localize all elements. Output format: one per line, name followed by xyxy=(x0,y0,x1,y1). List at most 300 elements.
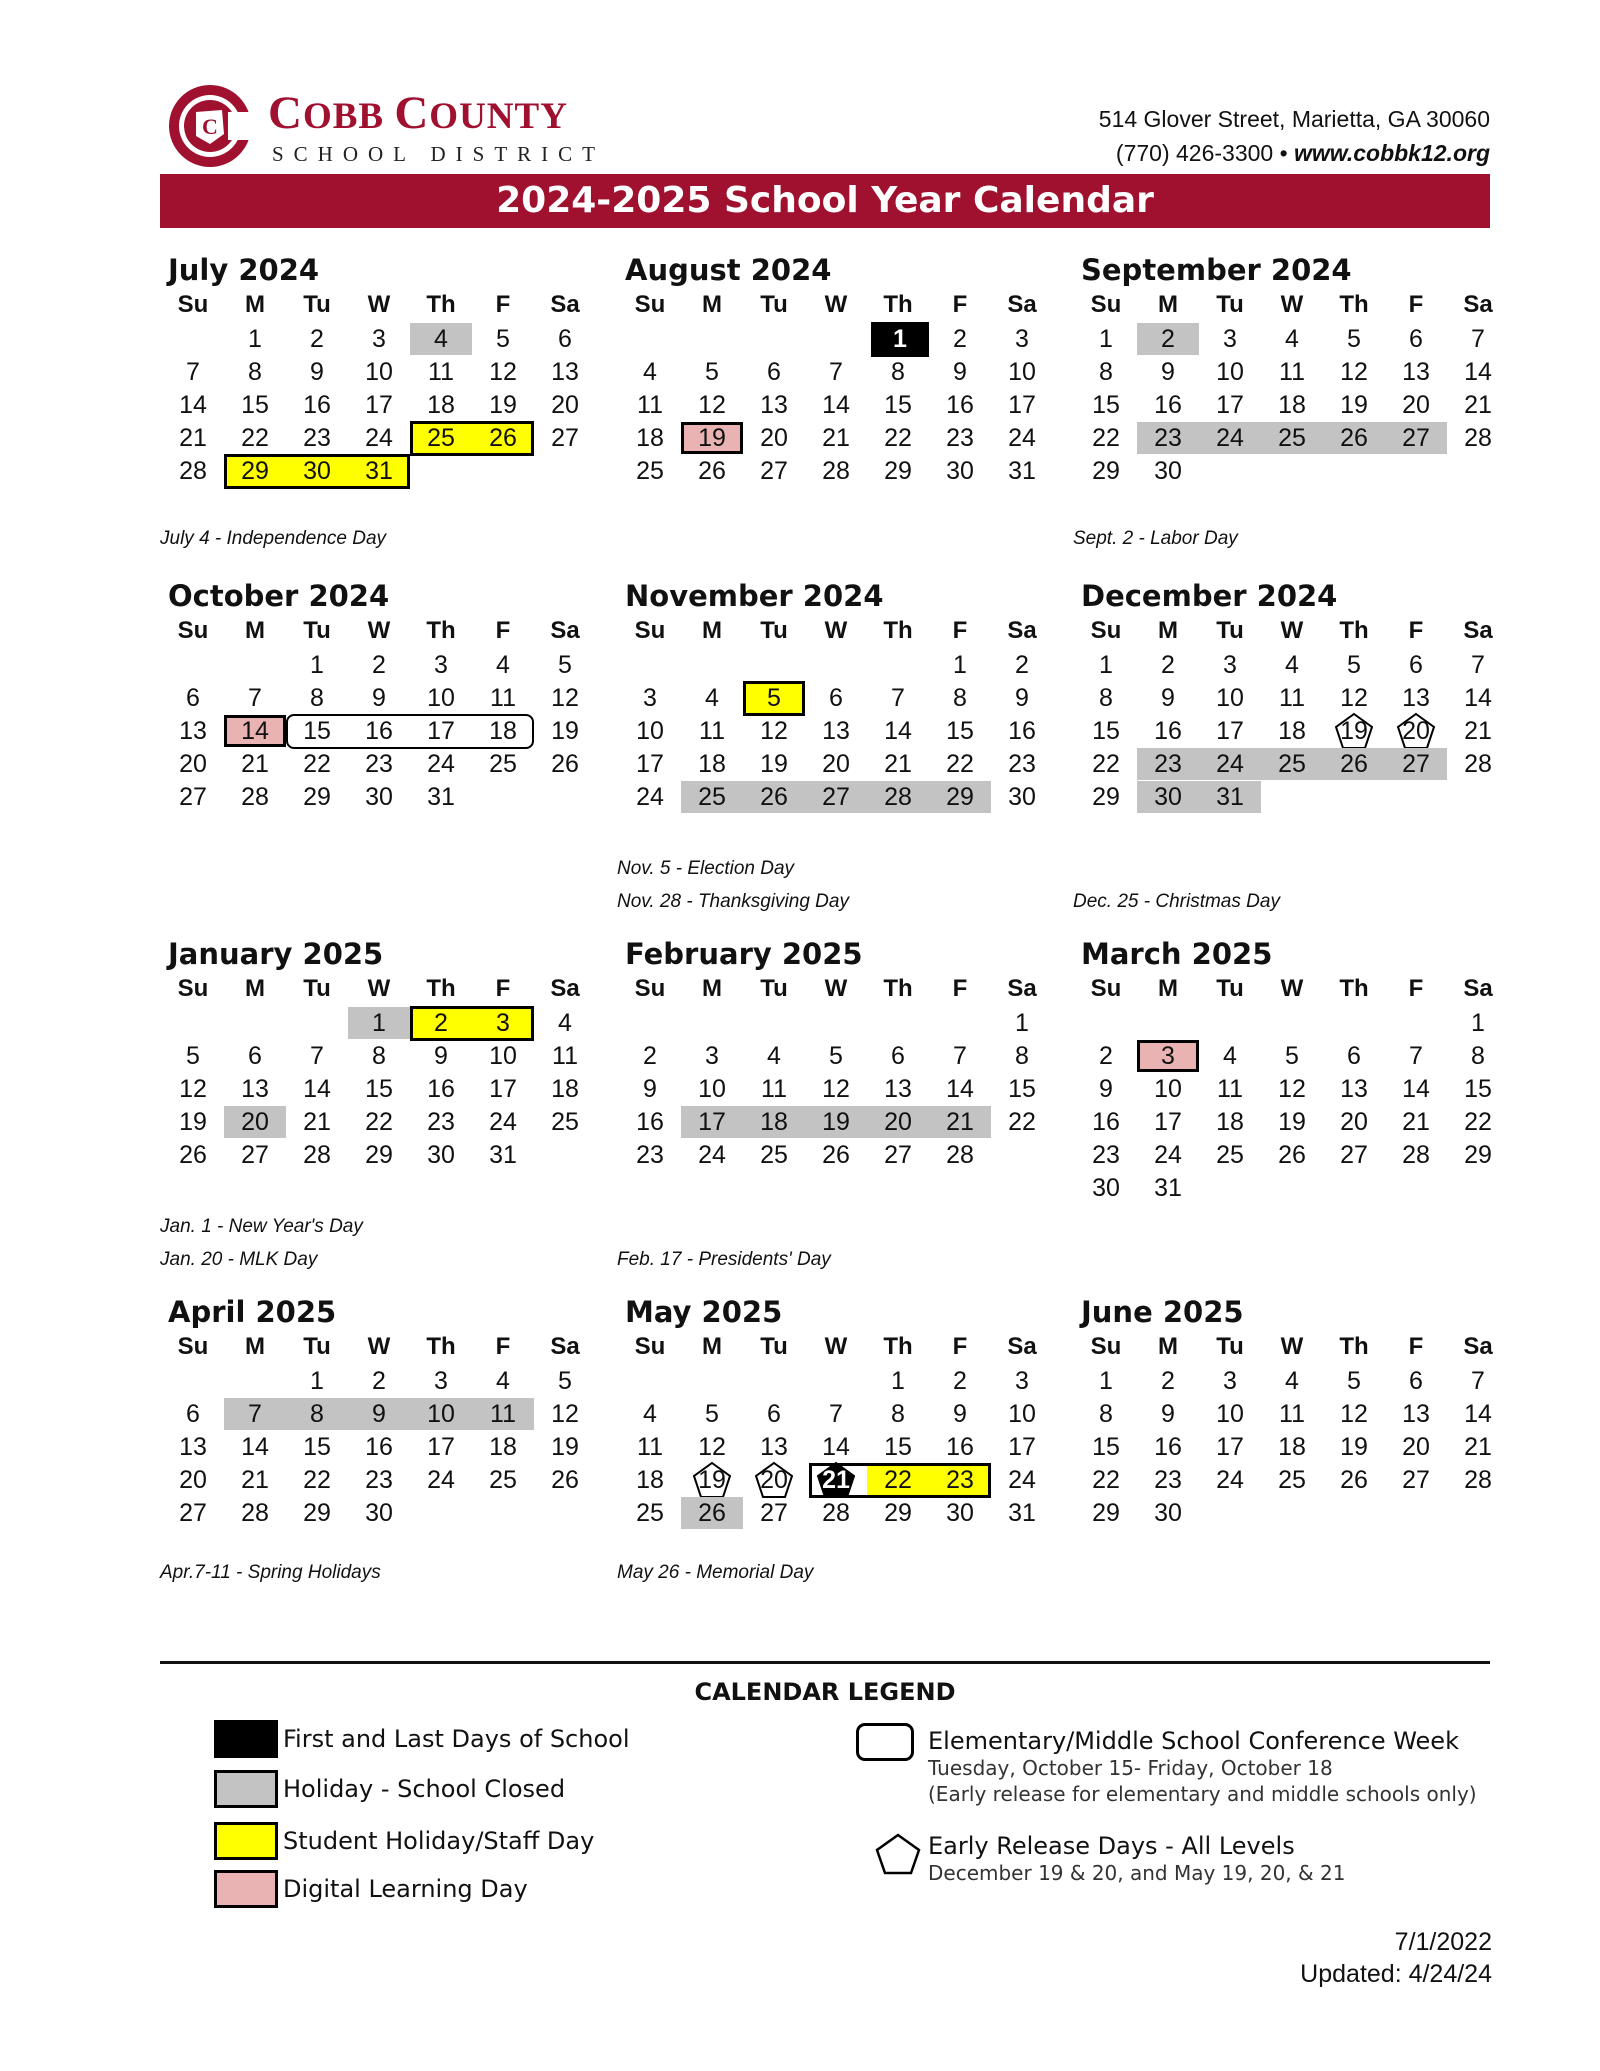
day-cell[interactable] xyxy=(1137,781,1199,813)
day-cell[interactable] xyxy=(1323,1139,1385,1171)
day-cell[interactable] xyxy=(805,389,867,421)
day-cell[interactable] xyxy=(1137,1040,1199,1072)
day-cell[interactable] xyxy=(929,1040,991,1072)
day-cell[interactable] xyxy=(1199,1365,1261,1397)
day-cell[interactable] xyxy=(1447,422,1509,454)
day-cell[interactable] xyxy=(867,1106,929,1138)
day-cell[interactable] xyxy=(1447,649,1509,681)
day-cell[interactable] xyxy=(1075,455,1137,487)
day-cell[interactable] xyxy=(743,389,805,421)
day-cell[interactable] xyxy=(534,682,596,714)
day-cell[interactable] xyxy=(1385,682,1447,714)
day-cell[interactable] xyxy=(805,1040,867,1072)
day-cell[interactable] xyxy=(1261,1139,1323,1171)
day-cell[interactable] xyxy=(743,781,805,813)
day-cell[interactable] xyxy=(162,1139,224,1171)
day-cell[interactable] xyxy=(1199,1464,1261,1496)
day-cell[interactable] xyxy=(805,1073,867,1105)
day-cell[interactable] xyxy=(805,715,867,747)
day-cell[interactable] xyxy=(867,715,929,747)
day-cell[interactable] xyxy=(991,715,1053,747)
day-cell[interactable] xyxy=(1447,1431,1509,1463)
day-cell[interactable] xyxy=(162,356,224,388)
day-cell[interactable] xyxy=(348,715,410,747)
day-cell[interactable] xyxy=(224,1139,286,1171)
day-cell[interactable] xyxy=(472,389,534,421)
day-cell[interactable] xyxy=(1447,1365,1509,1397)
day-cell[interactable] xyxy=(743,1431,805,1463)
day-cell[interactable] xyxy=(348,1040,410,1072)
day-cell[interactable] xyxy=(1385,748,1447,780)
day-cell[interactable] xyxy=(681,682,743,714)
day-cell[interactable] xyxy=(681,781,743,813)
day-cell[interactable] xyxy=(991,781,1053,813)
day-cell[interactable] xyxy=(681,1398,743,1430)
day-cell[interactable] xyxy=(1261,323,1323,355)
day-cell[interactable] xyxy=(224,781,286,813)
day-cell[interactable] xyxy=(162,781,224,813)
day-cell[interactable] xyxy=(348,1431,410,1463)
day-cell[interactable] xyxy=(534,422,596,454)
day-cell[interactable] xyxy=(286,1497,348,1529)
day-cell[interactable] xyxy=(472,1040,534,1072)
day-cell[interactable] xyxy=(929,1497,991,1529)
day-cell[interactable] xyxy=(286,389,348,421)
day-cell[interactable] xyxy=(472,356,534,388)
day-cell[interactable] xyxy=(929,1106,991,1138)
day-cell[interactable] xyxy=(1323,422,1385,454)
day-cell[interactable] xyxy=(1261,1073,1323,1105)
day-cell[interactable] xyxy=(743,1398,805,1430)
day-cell[interactable] xyxy=(286,649,348,681)
day-cell[interactable] xyxy=(1137,682,1199,714)
day-cell[interactable] xyxy=(286,715,348,747)
day-cell[interactable] xyxy=(1075,781,1137,813)
day-cell[interactable] xyxy=(1261,1431,1323,1463)
day-cell[interactable] xyxy=(224,1398,286,1430)
day-cell[interactable] xyxy=(224,422,286,454)
day-cell[interactable] xyxy=(991,389,1053,421)
day-cell[interactable] xyxy=(534,1398,596,1430)
day-cell[interactable] xyxy=(286,1464,348,1496)
day-cell[interactable] xyxy=(1199,1073,1261,1105)
day-cell[interactable] xyxy=(743,1497,805,1529)
day-cell[interactable] xyxy=(805,356,867,388)
day-cell[interactable] xyxy=(743,1106,805,1138)
day-cell[interactable] xyxy=(1261,1040,1323,1072)
day-cell[interactable] xyxy=(1199,682,1261,714)
day-cell[interactable] xyxy=(1323,1431,1385,1463)
day-cell[interactable] xyxy=(929,781,991,813)
day-cell[interactable] xyxy=(1385,1365,1447,1397)
day-cell[interactable] xyxy=(472,748,534,780)
day-cell[interactable] xyxy=(162,682,224,714)
day-cell[interactable] xyxy=(534,1007,596,1039)
day-cell[interactable] xyxy=(224,1497,286,1529)
day-cell[interactable] xyxy=(681,748,743,780)
day-cell[interactable] xyxy=(162,389,224,421)
day-cell[interactable] xyxy=(805,422,867,454)
day-cell[interactable] xyxy=(1323,682,1385,714)
day-cell[interactable] xyxy=(1075,649,1137,681)
day-cell[interactable] xyxy=(1323,1040,1385,1072)
day-cell[interactable] xyxy=(619,1106,681,1138)
day-cell[interactable] xyxy=(1447,389,1509,421)
day-cell[interactable] xyxy=(1447,1073,1509,1105)
day-cell[interactable] xyxy=(410,1139,472,1171)
day-cell[interactable] xyxy=(991,1497,1053,1529)
day-cell[interactable] xyxy=(619,682,681,714)
day-cell[interactable] xyxy=(1385,389,1447,421)
day-cell[interactable] xyxy=(1137,1106,1199,1138)
day-cell[interactable] xyxy=(224,1464,286,1496)
day-cell[interactable] xyxy=(286,356,348,388)
day-cell[interactable] xyxy=(681,1464,743,1496)
day-cell[interactable] xyxy=(1075,1497,1137,1529)
day-cell[interactable] xyxy=(681,422,743,454)
day-cell[interactable] xyxy=(1385,1106,1447,1138)
day-cell[interactable] xyxy=(743,682,805,714)
day-cell[interactable] xyxy=(1261,748,1323,780)
day-cell[interactable] xyxy=(1323,649,1385,681)
day-cell[interactable] xyxy=(472,422,534,454)
day-cell[interactable] xyxy=(929,422,991,454)
day-cell[interactable] xyxy=(472,1073,534,1105)
day-cell[interactable] xyxy=(805,781,867,813)
day-cell[interactable] xyxy=(929,649,991,681)
day-cell[interactable] xyxy=(1261,649,1323,681)
day-cell[interactable] xyxy=(929,682,991,714)
day-cell[interactable] xyxy=(1323,715,1385,747)
day-cell[interactable] xyxy=(162,455,224,487)
day-cell[interactable] xyxy=(1075,422,1137,454)
day-cell[interactable] xyxy=(991,1398,1053,1430)
day-cell[interactable] xyxy=(224,1073,286,1105)
day-cell[interactable] xyxy=(1261,1106,1323,1138)
day-cell[interactable] xyxy=(348,422,410,454)
day-cell[interactable] xyxy=(929,1365,991,1397)
day-cell[interactable] xyxy=(1323,356,1385,388)
day-cell[interactable] xyxy=(743,1073,805,1105)
day-cell[interactable] xyxy=(1137,1172,1199,1204)
day-cell[interactable] xyxy=(1075,682,1137,714)
day-cell[interactable] xyxy=(348,323,410,355)
day-cell[interactable] xyxy=(867,1040,929,1072)
day-cell[interactable] xyxy=(743,1464,805,1496)
day-cell[interactable] xyxy=(410,1040,472,1072)
day-cell[interactable] xyxy=(410,323,472,355)
day-cell[interactable] xyxy=(867,389,929,421)
day-cell[interactable] xyxy=(929,1464,991,1496)
day-cell[interactable] xyxy=(224,748,286,780)
day-cell[interactable] xyxy=(1075,715,1137,747)
day-cell[interactable] xyxy=(410,649,472,681)
day-cell[interactable] xyxy=(472,1106,534,1138)
day-cell[interactable] xyxy=(410,422,472,454)
day-cell[interactable] xyxy=(162,1106,224,1138)
day-cell[interactable] xyxy=(286,455,348,487)
day-cell[interactable] xyxy=(162,748,224,780)
day-cell[interactable] xyxy=(867,682,929,714)
day-cell[interactable] xyxy=(619,748,681,780)
day-cell[interactable] xyxy=(1447,1007,1509,1039)
day-cell[interactable] xyxy=(681,1139,743,1171)
day-cell[interactable] xyxy=(224,682,286,714)
day-cell[interactable] xyxy=(1385,715,1447,747)
day-cell[interactable] xyxy=(1261,682,1323,714)
day-cell[interactable] xyxy=(619,1139,681,1171)
day-cell[interactable] xyxy=(348,389,410,421)
day-cell[interactable] xyxy=(867,781,929,813)
day-cell[interactable] xyxy=(410,748,472,780)
day-cell[interactable] xyxy=(991,1007,1053,1039)
day-cell[interactable] xyxy=(224,715,286,747)
day-cell[interactable] xyxy=(410,356,472,388)
day-cell[interactable] xyxy=(1075,356,1137,388)
day-cell[interactable] xyxy=(224,1106,286,1138)
day-cell[interactable] xyxy=(410,1365,472,1397)
day-cell[interactable] xyxy=(867,1497,929,1529)
day-cell[interactable] xyxy=(991,1040,1053,1072)
day-cell[interactable] xyxy=(929,389,991,421)
day-cell[interactable] xyxy=(1137,1365,1199,1397)
day-cell[interactable] xyxy=(348,1464,410,1496)
day-cell[interactable] xyxy=(472,715,534,747)
day-cell[interactable] xyxy=(1261,1464,1323,1496)
day-cell[interactable] xyxy=(348,748,410,780)
day-cell[interactable] xyxy=(805,1431,867,1463)
day-cell[interactable] xyxy=(1075,1172,1137,1204)
day-cell[interactable] xyxy=(681,1073,743,1105)
day-cell[interactable] xyxy=(534,1464,596,1496)
day-cell[interactable] xyxy=(472,1464,534,1496)
day-cell[interactable] xyxy=(1447,1040,1509,1072)
day-cell[interactable] xyxy=(286,323,348,355)
day-cell[interactable] xyxy=(348,1139,410,1171)
day-cell[interactable] xyxy=(534,649,596,681)
day-cell[interactable] xyxy=(1137,1464,1199,1496)
day-cell[interactable] xyxy=(991,649,1053,681)
day-cell[interactable] xyxy=(1323,1464,1385,1496)
day-cell[interactable] xyxy=(619,455,681,487)
day-cell[interactable] xyxy=(867,748,929,780)
day-cell[interactable] xyxy=(1199,389,1261,421)
day-cell[interactable] xyxy=(1323,323,1385,355)
day-cell[interactable] xyxy=(1075,1365,1137,1397)
day-cell[interactable] xyxy=(162,1431,224,1463)
day-cell[interactable] xyxy=(1199,781,1261,813)
day-cell[interactable] xyxy=(1261,1398,1323,1430)
day-cell[interactable] xyxy=(619,389,681,421)
day-cell[interactable] xyxy=(1447,1398,1509,1430)
day-cell[interactable] xyxy=(1385,1139,1447,1171)
day-cell[interactable] xyxy=(162,1398,224,1430)
day-cell[interactable] xyxy=(929,1073,991,1105)
day-cell[interactable] xyxy=(534,356,596,388)
day-cell[interactable] xyxy=(991,1365,1053,1397)
day-cell[interactable] xyxy=(1075,323,1137,355)
day-cell[interactable] xyxy=(472,1431,534,1463)
day-cell[interactable] xyxy=(681,1040,743,1072)
day-cell[interactable] xyxy=(867,1139,929,1171)
day-cell[interactable] xyxy=(1385,649,1447,681)
day-cell[interactable] xyxy=(224,455,286,487)
day-cell[interactable] xyxy=(1323,389,1385,421)
day-cell[interactable] xyxy=(1137,1431,1199,1463)
day-cell[interactable] xyxy=(991,1431,1053,1463)
day-cell[interactable] xyxy=(1323,1073,1385,1105)
day-cell[interactable] xyxy=(619,422,681,454)
day-cell[interactable] xyxy=(1075,748,1137,780)
day-cell[interactable] xyxy=(1447,682,1509,714)
day-cell[interactable] xyxy=(1199,1431,1261,1463)
day-cell[interactable] xyxy=(1199,1106,1261,1138)
day-cell[interactable] xyxy=(224,1040,286,1072)
day-cell[interactable] xyxy=(681,455,743,487)
day-cell[interactable] xyxy=(1261,389,1323,421)
day-cell[interactable] xyxy=(929,715,991,747)
day-cell[interactable] xyxy=(619,1497,681,1529)
website-link[interactable]: www.cobbk12.org xyxy=(1294,140,1490,166)
day-cell[interactable] xyxy=(1075,1431,1137,1463)
day-cell[interactable] xyxy=(1075,1398,1137,1430)
day-cell[interactable] xyxy=(619,356,681,388)
day-cell[interactable] xyxy=(410,389,472,421)
day-cell[interactable] xyxy=(743,715,805,747)
day-cell[interactable] xyxy=(681,389,743,421)
day-cell[interactable] xyxy=(871,323,929,355)
day-cell[interactable] xyxy=(1137,422,1199,454)
day-cell[interactable] xyxy=(286,682,348,714)
day-cell[interactable] xyxy=(410,682,472,714)
day-cell[interactable] xyxy=(681,1431,743,1463)
day-cell[interactable] xyxy=(410,1007,472,1039)
day-cell[interactable] xyxy=(1075,1040,1137,1072)
day-cell[interactable] xyxy=(286,1365,348,1397)
day-cell[interactable] xyxy=(867,422,929,454)
day-cell[interactable] xyxy=(286,1040,348,1072)
day-cell[interactable] xyxy=(1323,1398,1385,1430)
day-cell[interactable] xyxy=(348,682,410,714)
day-cell[interactable] xyxy=(991,455,1053,487)
day-cell[interactable] xyxy=(472,682,534,714)
day-cell[interactable] xyxy=(534,715,596,747)
day-cell[interactable] xyxy=(1137,323,1199,355)
day-cell[interactable] xyxy=(1137,356,1199,388)
day-cell[interactable] xyxy=(743,1139,805,1171)
day-cell[interactable] xyxy=(286,748,348,780)
day-cell[interactable] xyxy=(743,455,805,487)
day-cell[interactable] xyxy=(1199,1398,1261,1430)
day-cell[interactable] xyxy=(1075,1073,1137,1105)
day-cell[interactable] xyxy=(619,1040,681,1072)
day-cell[interactable] xyxy=(1137,715,1199,747)
day-cell[interactable] xyxy=(534,323,596,355)
day-cell[interactable] xyxy=(472,1365,534,1397)
day-cell[interactable] xyxy=(162,422,224,454)
day-cell[interactable] xyxy=(619,1431,681,1463)
day-cell[interactable] xyxy=(348,1073,410,1105)
day-cell[interactable] xyxy=(472,1139,534,1171)
day-cell[interactable] xyxy=(1385,1398,1447,1430)
day-cell[interactable] xyxy=(534,389,596,421)
day-cell[interactable] xyxy=(1199,356,1261,388)
day-cell[interactable] xyxy=(805,748,867,780)
day-cell[interactable] xyxy=(1385,1464,1447,1496)
day-cell[interactable] xyxy=(991,356,1053,388)
day-cell[interactable] xyxy=(1137,1139,1199,1171)
day-cell[interactable] xyxy=(1261,422,1323,454)
day-cell[interactable] xyxy=(224,1431,286,1463)
day-cell[interactable] xyxy=(534,1431,596,1463)
day-cell[interactable] xyxy=(929,748,991,780)
day-cell[interactable] xyxy=(348,781,410,813)
day-cell[interactable] xyxy=(410,1106,472,1138)
day-cell[interactable] xyxy=(162,1073,224,1105)
day-cell[interactable] xyxy=(1137,1497,1199,1529)
day-cell[interactable] xyxy=(805,1139,867,1171)
day-cell[interactable] xyxy=(619,1398,681,1430)
day-cell[interactable] xyxy=(1199,748,1261,780)
day-cell[interactable] xyxy=(1075,1106,1137,1138)
day-cell[interactable] xyxy=(286,1139,348,1171)
day-cell[interactable] xyxy=(1261,715,1323,747)
day-cell[interactable] xyxy=(619,1073,681,1105)
day-cell[interactable] xyxy=(1447,1139,1509,1171)
day-cell[interactable] xyxy=(929,323,991,355)
day-cell[interactable] xyxy=(743,748,805,780)
day-cell[interactable] xyxy=(805,455,867,487)
day-cell[interactable] xyxy=(224,389,286,421)
day-cell[interactable] xyxy=(534,1040,596,1072)
day-cell[interactable] xyxy=(867,1073,929,1105)
day-cell[interactable] xyxy=(1323,748,1385,780)
day-cell[interactable] xyxy=(1385,422,1447,454)
day-cell[interactable] xyxy=(867,1365,929,1397)
day-cell[interactable] xyxy=(410,715,472,747)
day-cell[interactable] xyxy=(929,1431,991,1463)
day-cell[interactable] xyxy=(1323,1106,1385,1138)
day-cell[interactable] xyxy=(991,323,1053,355)
day-cell[interactable] xyxy=(743,1040,805,1072)
day-cell[interactable] xyxy=(348,1007,410,1039)
day-cell[interactable] xyxy=(410,1398,472,1430)
day-cell[interactable] xyxy=(991,748,1053,780)
day-cell[interactable] xyxy=(472,323,534,355)
day-cell[interactable] xyxy=(1137,1073,1199,1105)
day-cell[interactable] xyxy=(743,356,805,388)
day-cell[interactable] xyxy=(1199,422,1261,454)
day-cell[interactable] xyxy=(805,1398,867,1430)
day-cell[interactable] xyxy=(1447,356,1509,388)
day-cell[interactable] xyxy=(286,422,348,454)
day-cell[interactable] xyxy=(1137,748,1199,780)
day-cell[interactable] xyxy=(410,1464,472,1496)
day-cell[interactable] xyxy=(991,422,1053,454)
day-cell[interactable] xyxy=(162,1040,224,1072)
day-cell[interactable] xyxy=(1137,1398,1199,1430)
day-cell[interactable] xyxy=(1199,1040,1261,1072)
day-cell[interactable] xyxy=(991,682,1053,714)
day-cell[interactable] xyxy=(472,1007,534,1039)
day-cell[interactable] xyxy=(867,356,929,388)
day-cell[interactable] xyxy=(162,1497,224,1529)
day-cell[interactable] xyxy=(224,323,286,355)
day-cell[interactable] xyxy=(1261,1365,1323,1397)
day-cell[interactable] xyxy=(286,1431,348,1463)
day-cell[interactable] xyxy=(1385,356,1447,388)
day-cell[interactable] xyxy=(1447,1464,1509,1496)
